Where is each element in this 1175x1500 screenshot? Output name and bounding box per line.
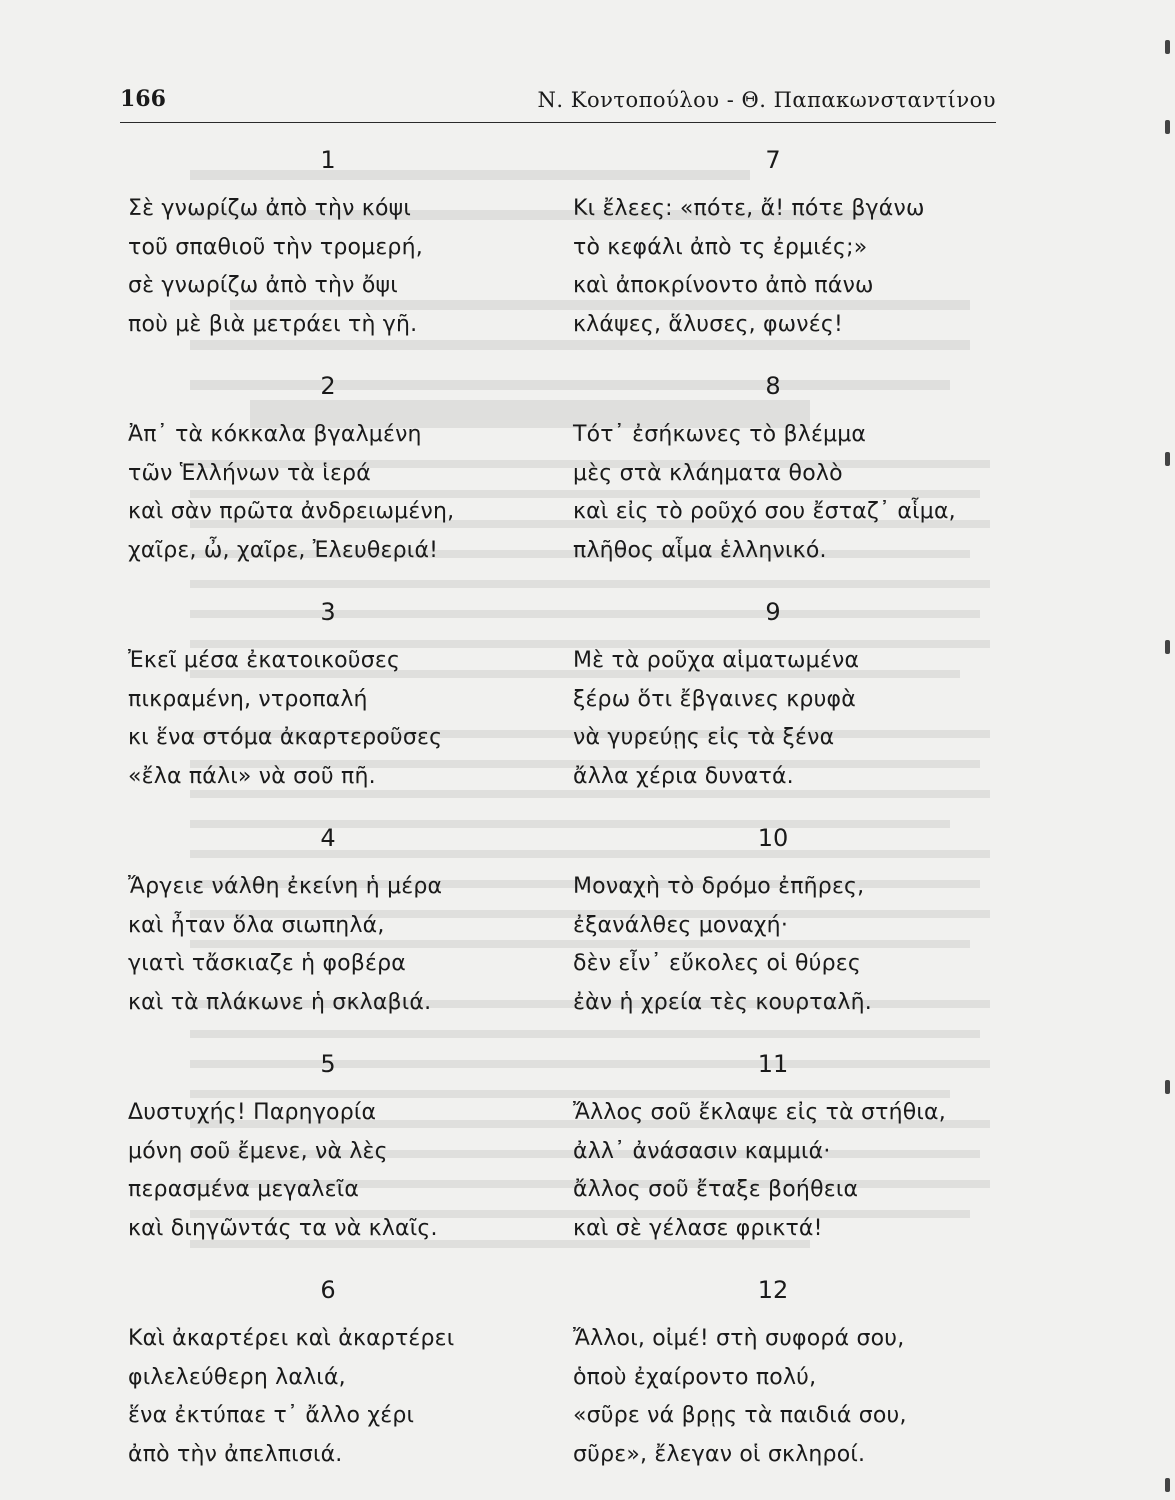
stanza: [573, 1270, 1013, 1496]
stanza-number: 1: [320, 146, 336, 174]
verse-line: Μοναχὴ τὸ δρόμο ἐπῆρες,: [573, 874, 865, 899]
verse-line: ποὺ μὲ βιὰ μετράει τὴ γῆ.: [128, 311, 418, 337]
verse-line: ξέρω ὅτι ἔβγαινες κρυφὰ: [573, 686, 856, 712]
verse-line: Ἄλλοι, οἰμέ! στὴ συφορά σου,: [573, 1326, 905, 1351]
stanza-number: 6: [320, 1276, 336, 1304]
stanza: [128, 1270, 568, 1496]
stanza-number: 11: [757, 1050, 789, 1078]
verse-line: κι ἕνα στόμα ἀκαρτεροῦσες: [128, 725, 443, 750]
verse-line: καὶ τὰ πλάκωνε ἡ σκλαβιά.: [128, 989, 432, 1015]
verse-line: τὸ κεφάλι ἀπὸ τς ἐρμιές;»: [573, 234, 868, 260]
stanza-number: 5: [320, 1050, 336, 1078]
page-edge-mark: [1165, 40, 1170, 54]
verse-line: περασμένα μεγαλεῖα: [128, 1177, 360, 1202]
verse-line: Τότ᾽ ἐσήκωνες τὸ βλέμμα: [573, 422, 867, 447]
verse-line: Κι ἔλεες: «πότε, ἄ! πότε βγάνω: [573, 196, 925, 221]
left-column: [128, 140, 568, 1496]
stanza: [128, 592, 568, 818]
verse-line: ἕνα ἐκτύπαε τ᾽ ἄλλο χέρι: [128, 1403, 415, 1428]
stanza: [128, 366, 568, 592]
stanza: [573, 818, 1013, 1044]
verse-line: ἄλλος σοῦ ἔταξε βοήθεια: [573, 1177, 859, 1202]
verse-line: πικραμένη, ντροπαλή: [128, 686, 368, 712]
verse-line: «ἔλα πάλι» νὰ σοῦ πῆ.: [128, 763, 376, 789]
verse-line: Καὶ ἀκαρτέρει καὶ ἀκαρτέρει: [128, 1326, 455, 1351]
stanza: [573, 140, 1013, 366]
verse-line: ἀλλ᾽ ἀνάσασιν καμμιά·: [573, 1138, 831, 1164]
stanza-number: 12: [757, 1276, 789, 1304]
stanza: [128, 818, 568, 1044]
page-edge-mark: [1165, 120, 1170, 134]
verse-line: σὲ γνωρίζω ἀπὸ τὴν ὄψι: [128, 273, 398, 298]
stanza: [573, 1044, 1013, 1270]
verse-line: καὶ εἰς τὸ ροῦχό σου ἔσταζ᾽ αἷμα,: [573, 499, 956, 524]
verse-line: καὶ σὰν πρῶτα ἀνδρειωμένη,: [128, 499, 455, 524]
verse-line: Ἐκεῖ μέσα ἐκατοικοῦσες: [128, 648, 401, 673]
stanza: [573, 366, 1013, 592]
verse-line: Δυστυχής! Παρηγορία: [128, 1100, 377, 1125]
verse-line: φιλελεύθερη λαλιά,: [128, 1364, 346, 1390]
stanza-number: 2: [320, 372, 336, 400]
verse-line: ἄλλα χέρια δυνατά.: [573, 763, 794, 789]
verse-line: Ἀπ᾽ τὰ κόκκαλα βγαλμένη: [128, 422, 422, 447]
verse-line: μόνη σοῦ ἔμενε, νὰ λὲς: [128, 1138, 388, 1164]
verse-line: ἐξανάλθες μοναχή·: [573, 912, 789, 938]
verse-line: χαῖρε, ὦ, χαῖρε, Ἐλευθεριά!: [128, 537, 439, 563]
stanza: [128, 1044, 568, 1270]
stanza-number: 9: [765, 598, 781, 626]
page-edge-mark: [1165, 640, 1170, 654]
stanza-number: 4: [320, 824, 336, 852]
verse-line: Σὲ γνωρίζω ἀπὸ τὴν κόψι: [128, 196, 411, 221]
verse-line: καὶ ἀποκρίνοντο ἀπὸ πάνω: [573, 273, 874, 298]
verse-line: σῦρε», ἔλεγαν οἱ σκληροί.: [573, 1441, 866, 1467]
stanza-number: 10: [757, 824, 789, 852]
running-head: Ν. Κοντοπούλου - Θ. Παπακωνσταντίνου: [537, 88, 996, 112]
page-header: [120, 86, 996, 123]
verse-line: δὲν εἶν᾽ εὔκολες οἱ θύρες: [573, 951, 861, 976]
page-edge-mark: [1165, 1478, 1170, 1492]
page-edge-mark: [1165, 452, 1170, 466]
verse-line: καὶ ἦταν ὅλα σιωπηλά,: [128, 912, 385, 938]
verse-line: τοῦ σπαθιοῦ τὴν τρομερή,: [128, 234, 423, 260]
right-column: [573, 140, 1013, 1496]
verse-line: καὶ διηγῶντάς τα νὰ κλαῖς.: [128, 1215, 438, 1241]
verse-line: ἀπὸ τὴν ἀπελπισιά.: [128, 1441, 343, 1467]
verse-line: Μὲ τὰ ροῦχα αἱματωμένα: [573, 648, 860, 673]
verse-line: τῶν Ἑλλήνων τὰ ἱερά: [128, 460, 371, 486]
stanza: [573, 592, 1013, 818]
verse-line: Ἄλλος σοῦ ἔκλαψε εἰς τὰ στήθια,: [573, 1100, 946, 1125]
verse-line: «σῦρε νά βρῃς τὰ παιδιά σου,: [573, 1403, 907, 1428]
verse-line: μὲς στὰ κλάηματα θολὸ: [573, 460, 843, 486]
page-edge-mark: [1165, 1080, 1170, 1094]
verse-line: ὁποὺ ἐχαίροντο πολύ,: [573, 1364, 817, 1390]
stanza: [128, 140, 568, 366]
verse-line: πλῆθος αἷμα ἑλληνικό.: [573, 537, 827, 563]
verse-line: καὶ σὲ γέλασε φρικτά!: [573, 1215, 823, 1241]
stanza-number: 8: [765, 372, 781, 400]
verse-line: γιατὶ τἄσκιαζε ἡ φοβέρα: [128, 951, 407, 976]
verse-line: νὰ γυρεύῃς εἰς τὰ ξένα: [573, 725, 835, 750]
page-number: 166: [120, 86, 166, 112]
verse-line: Ἄργειε νάλθη ἐκείνη ἡ μέρα: [128, 874, 443, 899]
verse-line: κλάψες, ἅλυσες, φωνές!: [573, 311, 844, 337]
stanza-number: 7: [765, 146, 781, 174]
stanza-number: 3: [320, 598, 336, 626]
verse-line: ἐὰν ἡ χρεία τὲς κουρταλῆ.: [573, 989, 872, 1015]
